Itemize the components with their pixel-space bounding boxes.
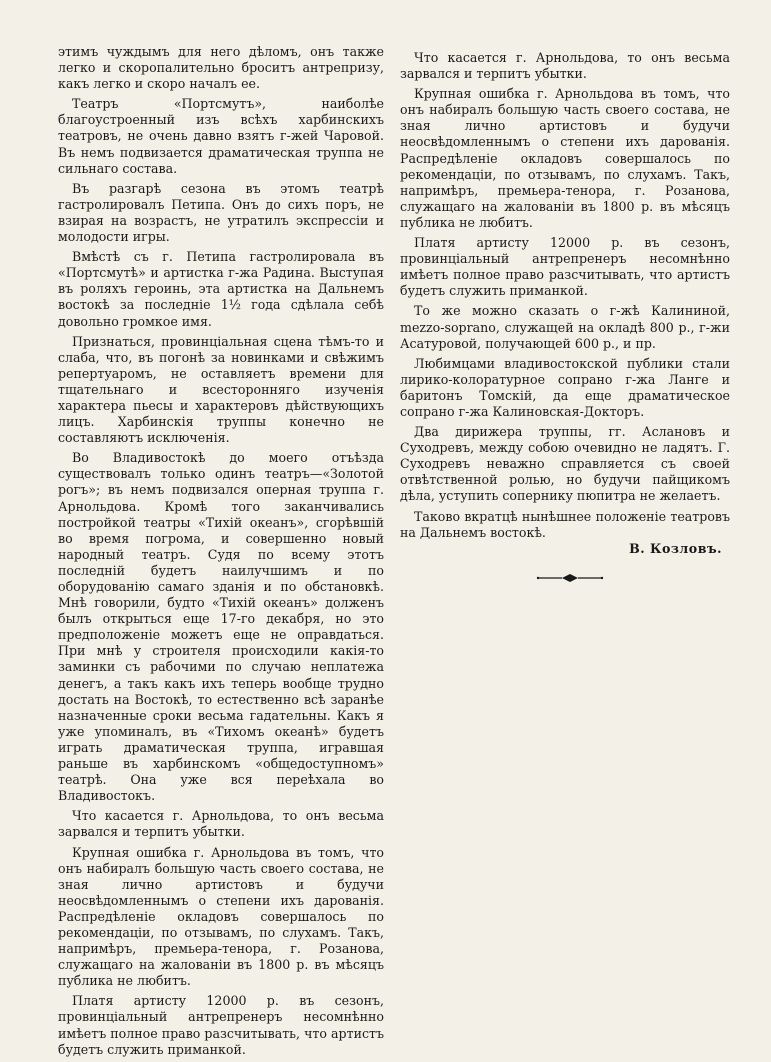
closing-paragraph [400, 509, 730, 557]
paragraph: Крупная ошибка г. Арнольдова въ томъ, что онъ набиралъ большую часть своего состава, не зная лично артистовъ и будучи неосвѣдомленнымъ о степени ихъ дарованія. Распредѣленіе окладовъ совершалось по рекомендаціи, по отзывамъ, по слухамъ. Такъ, напримѣръ, премьера-тенора, г. Розанова, служащаго на жалованіи въ 1800 р. въ мѣсяцъ публика не любитъ. [400, 86, 730, 230]
paragraph: Во Владивостокѣ до моего отъѣзда существовалъ только одинъ театръ—«Золотой рогъ»; въ немъ подвизался оперная труппа г. Арнольдова. Кромѣ того заканчивались постройкой театры «Тихій океанъ», сгорѣвшій во время погрома, и совершенно новый народный театръ. Судя по всему этотъ последній будетъ наилучшимъ и по оборудованію самаго зданія и по обстановкѣ. Мнѣ говорили, будто «Тихій океанъ» долженъ былъ открыться еще 17-го декабря, но это предположеніе можетъ еще не оправдаться. При мнѣ у строителя происходили какія-то заминки съ рабочими по случаю неплатежа денегъ, а такъ какъ ихъ теперь вообще трудно достать на Востокѣ, то естественно всѣ заранѣе назначенные сроки весьма гадательны. Какъ я уже упоминалъ, въ «Тихомъ океанѣ» будетъ играть драматическая труппа, игравшая раньше въ харбинскомъ «общедоступномъ» театрѣ. Она уже вся переѣхала во Владивостокъ. [58, 450, 384, 804]
paragraph: Платя артисту 12000 р. въ сезонъ, провинціальный антрепренеръ несомнѣнно имѣетъ полное право разсчитывать, что артистъ будетъ служить приманкой. [400, 235, 730, 299]
closing-text: Таково вкратцѣ нынѣшнее положеніе театровъ на Дальнемъ востокѣ. [400, 508, 730, 540]
paragraph: Театръ «Портсмутъ», наиболѣе благоустроенный изъ всѣхъ харбинскихъ театровъ, не очень давно взятъ г-жей Чаровой. Въ немъ подвизается драматическая труппа не сильнаго состава. [58, 96, 384, 176]
paragraph: Въ разгарѣ сезона въ этомъ театрѣ гастролировалъ Петипа. Онъ до сихъ поръ, не взирая на возрастъ, не утратилъ экспрессіи и молодости игры. [58, 180, 384, 245]
paragraph: Крупная ошибка г. Арнольдова въ томъ, что онъ набиралъ большую часть своего состава, не зная лично артистовъ и будучи неосвѣдомленнымъ о степени ихъ дарованія. Распредѣленіе окладовъ совершалось по рекомендаціи, по отзывамъ, по слухамъ. Такъ, напримѣръ, премьера-тенора, г. Розанова, служащаго на жалованіи въ 1800 р. въ мѣсяцъ публика не любитъ. [58, 844, 384, 989]
left-column [58, 44, 384, 1062]
paragraph: Вмѣстѣ съ г. Петипа гастролировала въ «Портсмутѣ» и артистка г-жа Радина. Выступая въ роляхъ героинь, эта артистка на Дальнемъ востокѣ за последніе 1½ года сдѣлала себѣ довольно громкое имя. [58, 249, 384, 329]
author-signature: В. Козловъ. [629, 540, 722, 556]
paragraph: Что касается г. Арнольдова, то онъ весьма зарвался и терпитъ убытки. [58, 808, 384, 840]
paragraph: Что касается г. Арнольдова, то онъ весьма зарвался и терпитъ убытки. [400, 50, 730, 82]
paragraph: То же можно сказать о г-жѣ Калининой, mezzo-soprano, служащей на окладѣ 800 р., г-жи Асатуровой, получающей 600 р., и пр. [400, 303, 730, 351]
right-column [400, 50, 730, 587]
paragraph: Два дирижера труппы, гг. Аслановъ и Суходревъ, между собою очевидно не ладятъ. Г. Суходревъ неважно справляется съ своей отвѣтственной ролью, но будучи пайщикомъ дѣла, уступить сопернику пюпитра не желаетъ. [400, 424, 730, 504]
paragraph: этимъ чуждымъ для него дѣломъ, онъ также легко и скоропалительно броситъ антрепризу, какъ легко и скоро началъ ее. [58, 44, 384, 92]
signature-line [400, 541, 730, 557]
paragraph: Платя артисту 12000 р. въ сезонъ, провинціальный антрепренеръ несомнѣнно имѣетъ полное право разсчитывать, что артистъ будетъ служить приманкой. [58, 993, 384, 1057]
paragraph: Признаться, провинціальная сцена тѣмъ-то и слаба, что, въ погонѣ за новинками и свѣжимъ репертуаромъ, не оставляетъ времени для тщательнаго и всесторонняго изученія характера пьесы и характеровъ дѣйствующихъ лицъ. Харбинскія труппы конечно не составляютъ исключенія. [58, 333, 384, 446]
paragraph: Любимцами владивостокской публики стали лирико-колоратурное сопрано г-жа Ланге и баритонъ Томскій, да еще драматическое сопрано г-жа Калиновская-Докторъ. [400, 355, 730, 419]
end-ornament-icon [536, 573, 604, 583]
